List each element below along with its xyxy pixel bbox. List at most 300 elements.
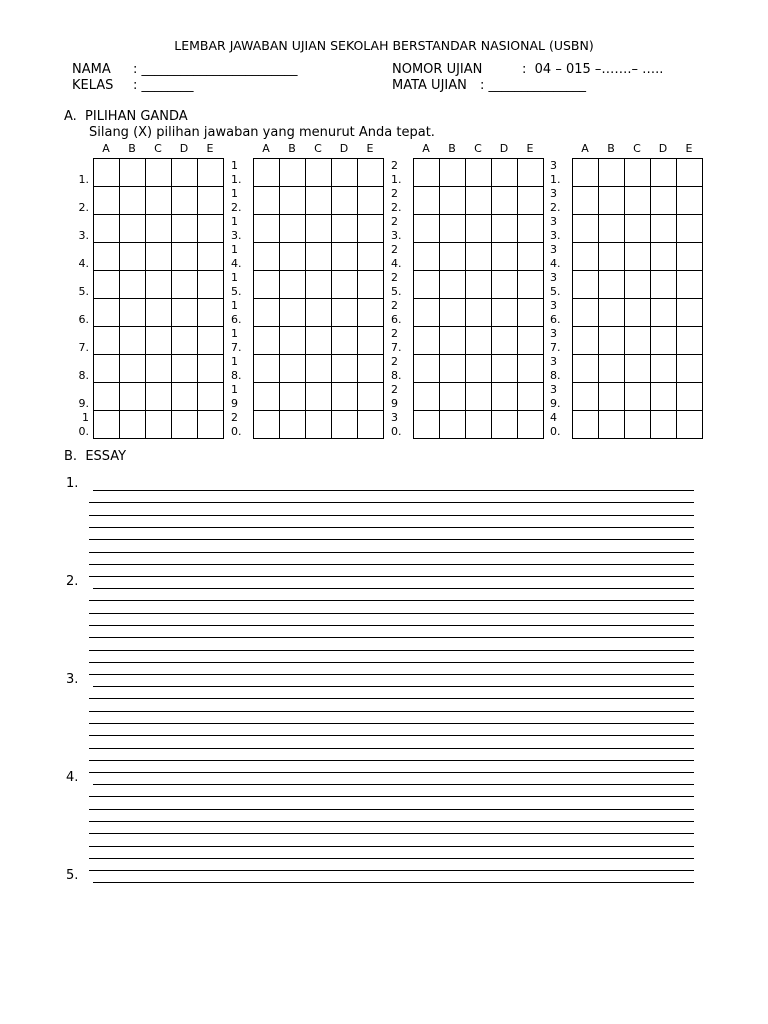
answer-cell[interactable]	[172, 215, 198, 243]
option-letter: D	[339, 142, 349, 155]
answer-cell[interactable]	[358, 271, 384, 299]
answer-cell[interactable]	[651, 299, 677, 327]
answer-row	[414, 271, 544, 299]
answer-cell[interactable]	[518, 271, 544, 299]
answer-cell[interactable]	[625, 243, 651, 271]
essay-answer-line[interactable]	[89, 723, 694, 724]
answer-cell[interactable]	[198, 243, 224, 271]
essay-answer-line[interactable]	[89, 613, 694, 614]
answer-cell[interactable]	[466, 383, 492, 411]
answer-cell[interactable]	[146, 383, 172, 411]
question-number-line2: 2.	[550, 201, 561, 214]
option-letter: E	[366, 142, 374, 155]
answer-cell[interactable]	[440, 243, 466, 271]
answer-cell[interactable]	[625, 187, 651, 215]
answer-row	[414, 355, 544, 383]
answer-cell[interactable]	[358, 187, 384, 215]
essay-answer-line[interactable]	[89, 772, 694, 773]
answer-cell[interactable]	[573, 215, 599, 243]
answer-cell[interactable]	[677, 355, 703, 383]
answer-row	[573, 355, 703, 383]
answer-cell[interactable]	[94, 327, 120, 355]
answer-cell[interactable]	[573, 383, 599, 411]
answer-cell[interactable]	[599, 215, 625, 243]
question-number	[550, 383, 574, 411]
answer-cell[interactable]	[466, 355, 492, 383]
answer-cell[interactable]	[280, 159, 306, 187]
answer-cell[interactable]	[466, 271, 492, 299]
essay-answer-line[interactable]	[89, 576, 694, 577]
answer-cell[interactable]	[332, 355, 358, 383]
answer-cell[interactable]	[146, 187, 172, 215]
answer-cell[interactable]	[280, 327, 306, 355]
essay-answer-line[interactable]	[89, 662, 694, 663]
answer-cell[interactable]	[492, 243, 518, 271]
question-number-line1: 1	[231, 271, 238, 284]
question-number	[65, 411, 89, 439]
answer-cell[interactable]	[198, 327, 224, 355]
answer-cell[interactable]	[146, 355, 172, 383]
essay-answer-line[interactable]	[89, 674, 694, 675]
essay-answer-line[interactable]	[93, 490, 694, 491]
answer-row	[573, 299, 703, 327]
mata-ujian-field[interactable]: : _______________	[480, 78, 587, 93]
answer-cell[interactable]	[306, 215, 332, 243]
answer-cell[interactable]	[414, 215, 440, 243]
option-letter: D	[179, 142, 189, 155]
question-number-line2: 7.	[391, 341, 402, 354]
answer-cell[interactable]	[414, 327, 440, 355]
answer-cell[interactable]	[254, 355, 280, 383]
answer-cell[interactable]	[332, 411, 358, 439]
answer-cell[interactable]	[492, 215, 518, 243]
option-letter: E	[206, 142, 214, 155]
answer-cell[interactable]	[146, 243, 172, 271]
answer-cell[interactable]	[332, 271, 358, 299]
question-number-line1: 1	[82, 411, 89, 424]
answer-cell[interactable]	[466, 159, 492, 187]
essay-answer-line[interactable]	[89, 515, 694, 516]
question-number-line2: 8.	[550, 369, 561, 382]
answer-cell[interactable]	[94, 383, 120, 411]
answer-cell[interactable]	[94, 355, 120, 383]
answer-cell[interactable]	[172, 355, 198, 383]
answer-cell[interactable]	[358, 159, 384, 187]
answer-cell[interactable]	[651, 187, 677, 215]
answer-cell[interactable]	[651, 327, 677, 355]
answer-cell[interactable]	[573, 187, 599, 215]
answer-cell[interactable]	[651, 215, 677, 243]
question-number-line2: 1.	[231, 173, 242, 186]
answer-cell[interactable]	[280, 299, 306, 327]
answer-row	[254, 327, 384, 355]
answer-cell[interactable]	[306, 383, 332, 411]
essay-answer-line[interactable]	[89, 650, 694, 651]
answer-cell[interactable]	[254, 411, 280, 439]
answer-cell[interactable]	[358, 355, 384, 383]
answer-cell[interactable]	[573, 327, 599, 355]
answer-cell[interactable]	[440, 215, 466, 243]
answer-cell[interactable]	[651, 383, 677, 411]
answer-cell[interactable]	[254, 187, 280, 215]
answer-cell[interactable]	[198, 355, 224, 383]
answer-cell[interactable]	[625, 215, 651, 243]
answer-cell[interactable]	[599, 299, 625, 327]
answer-row	[414, 215, 544, 243]
option-letter: A	[262, 142, 270, 155]
answer-cell[interactable]	[518, 187, 544, 215]
answer-cell[interactable]	[358, 383, 384, 411]
answer-cell[interactable]	[651, 411, 677, 439]
answer-cell[interactable]	[358, 327, 384, 355]
essay-answer-line[interactable]	[89, 833, 694, 834]
answer-cell[interactable]	[332, 299, 358, 327]
answer-cell[interactable]	[466, 215, 492, 243]
question-number	[391, 355, 415, 383]
answer-cell[interactable]	[518, 327, 544, 355]
answer-cell[interactable]	[466, 243, 492, 271]
answer-cell[interactable]	[198, 411, 224, 439]
answer-cell[interactable]	[254, 383, 280, 411]
answer-cell[interactable]	[414, 411, 440, 439]
answer-cell[interactable]	[120, 271, 146, 299]
answer-cell[interactable]	[466, 187, 492, 215]
answer-cell[interactable]	[332, 187, 358, 215]
answer-cell[interactable]	[414, 159, 440, 187]
answer-cell[interactable]	[254, 159, 280, 187]
answer-cell[interactable]	[94, 299, 120, 327]
answer-cell[interactable]	[599, 159, 625, 187]
question-number-line2: 2.	[231, 201, 242, 214]
answer-cell[interactable]	[332, 327, 358, 355]
answer-cell[interactable]	[280, 383, 306, 411]
answer-cell[interactable]	[492, 355, 518, 383]
nama-label: NAMA	[72, 62, 111, 77]
essay-answer-line[interactable]	[89, 698, 694, 699]
answer-cell[interactable]	[120, 215, 146, 243]
answer-cell[interactable]	[414, 355, 440, 383]
question-number-line2: 7.	[231, 341, 242, 354]
answer-cell[interactable]	[518, 243, 544, 271]
question-number	[231, 271, 255, 299]
answer-cell[interactable]	[172, 159, 198, 187]
answer-cell[interactable]	[440, 355, 466, 383]
question-number	[231, 243, 255, 271]
nama-field[interactable]: : ________________________	[133, 62, 298, 77]
essay-answer-line[interactable]	[89, 564, 694, 565]
answer-cell[interactable]	[414, 187, 440, 215]
answer-cell[interactable]	[573, 355, 599, 383]
answer-cell[interactable]	[198, 187, 224, 215]
answer-cell[interactable]	[120, 411, 146, 439]
essay-answer-line[interactable]	[89, 552, 694, 553]
answer-cell[interactable]	[306, 159, 332, 187]
answer-cell[interactable]	[518, 159, 544, 187]
answer-cell[interactable]	[573, 243, 599, 271]
answer-cell[interactable]	[280, 187, 306, 215]
answer-cell[interactable]	[146, 159, 172, 187]
answer-cell[interactable]	[677, 159, 703, 187]
answer-cell[interactable]	[280, 411, 306, 439]
answer-cell[interactable]	[94, 187, 120, 215]
answer-cell[interactable]	[94, 215, 120, 243]
question-number-line2: 3.	[550, 229, 561, 242]
answer-cell[interactable]	[254, 215, 280, 243]
answer-cell[interactable]	[254, 299, 280, 327]
answer-row	[94, 299, 224, 327]
answer-cell[interactable]	[651, 271, 677, 299]
answer-cell[interactable]	[599, 243, 625, 271]
answer-cell[interactable]	[518, 355, 544, 383]
question-number-line1: 2	[231, 411, 238, 424]
question-number-line2: 8.	[391, 369, 402, 382]
answer-cell[interactable]	[280, 271, 306, 299]
answer-cell[interactable]	[599, 327, 625, 355]
essay-answer-line[interactable]	[89, 502, 694, 503]
answer-cell[interactable]	[599, 411, 625, 439]
answer-cell[interactable]	[198, 271, 224, 299]
question-number	[231, 215, 255, 243]
answer-cell[interactable]	[306, 355, 332, 383]
answer-cell[interactable]	[414, 299, 440, 327]
answer-cell[interactable]	[414, 243, 440, 271]
answer-cell[interactable]	[492, 271, 518, 299]
question-number-line2: 6.	[78, 313, 89, 326]
nomor-ujian-field[interactable]: : 04 – 015 –…….– …..	[522, 62, 664, 77]
essay-answer-line[interactable]	[93, 784, 694, 785]
answer-cell[interactable]	[651, 243, 677, 271]
answer-cell[interactable]	[198, 299, 224, 327]
essay-answer-line[interactable]	[93, 882, 694, 883]
question-number-line1: 3	[550, 159, 557, 172]
answer-cell[interactable]	[146, 271, 172, 299]
answer-cell[interactable]	[120, 243, 146, 271]
answer-cell[interactable]	[358, 299, 384, 327]
essay-answer-line[interactable]	[89, 735, 694, 736]
answer-cell[interactable]	[120, 187, 146, 215]
answer-cell[interactable]	[146, 327, 172, 355]
question-number	[550, 243, 574, 271]
answer-cell[interactable]	[120, 355, 146, 383]
answer-cell[interactable]	[651, 355, 677, 383]
essay-answer-line[interactable]	[89, 858, 694, 859]
answer-cell[interactable]	[358, 411, 384, 439]
answer-cell[interactable]	[492, 159, 518, 187]
answer-cell[interactable]	[172, 383, 198, 411]
answer-cell[interactable]	[440, 159, 466, 187]
answer-cell[interactable]	[518, 383, 544, 411]
answer-cell[interactable]	[414, 271, 440, 299]
answer-row	[573, 383, 703, 411]
section-a-instruction: Silang (X) pilihan jawaban yang menurut Anda tepat.	[89, 125, 435, 140]
answer-cell[interactable]	[120, 299, 146, 327]
answer-cell[interactable]	[172, 327, 198, 355]
question-number-line1: 1	[231, 299, 238, 312]
question-number-line2: 0.	[391, 425, 402, 438]
kelas-field[interactable]: : ________	[133, 78, 194, 93]
answer-cell[interactable]	[625, 383, 651, 411]
answer-cell[interactable]	[94, 243, 120, 271]
essay-answer-line[interactable]	[89, 600, 694, 601]
essay-answer-line[interactable]	[89, 527, 694, 528]
answer-cell[interactable]	[414, 383, 440, 411]
answer-cell[interactable]	[332, 159, 358, 187]
answer-cell[interactable]	[677, 383, 703, 411]
answer-cell[interactable]	[332, 215, 358, 243]
question-number	[550, 327, 574, 355]
question-number-line1: 2	[391, 383, 398, 396]
answer-cell[interactable]	[573, 271, 599, 299]
answer-cell[interactable]	[440, 271, 466, 299]
answer-cell[interactable]	[466, 299, 492, 327]
essay-answer-line[interactable]	[93, 588, 694, 589]
answer-cell[interactable]	[677, 327, 703, 355]
answer-cell[interactable]	[120, 159, 146, 187]
answer-cell[interactable]	[625, 159, 651, 187]
answer-cell[interactable]	[280, 355, 306, 383]
answer-cell[interactable]	[440, 411, 466, 439]
essay-question-number: 5.	[66, 868, 79, 883]
answer-cell[interactable]	[306, 327, 332, 355]
answer-cell[interactable]	[306, 411, 332, 439]
answer-cell[interactable]	[492, 327, 518, 355]
answer-cell[interactable]	[677, 411, 703, 439]
answer-cell[interactable]	[332, 243, 358, 271]
answer-cell[interactable]	[198, 159, 224, 187]
question-number-line1	[65, 215, 89, 229]
answer-cell[interactable]	[599, 383, 625, 411]
answer-cell[interactable]	[677, 187, 703, 215]
answer-cell[interactable]	[625, 355, 651, 383]
answer-cell[interactable]	[492, 299, 518, 327]
answer-cell[interactable]	[440, 383, 466, 411]
answer-row	[414, 187, 544, 215]
answer-cell[interactable]	[254, 327, 280, 355]
question-number-line2: 3.	[231, 229, 242, 242]
answer-cell[interactable]	[492, 411, 518, 439]
answer-cell[interactable]	[599, 187, 625, 215]
answer-cell[interactable]	[466, 411, 492, 439]
question-number-line2: 1.	[391, 173, 402, 186]
question-number	[550, 187, 574, 215]
essay-question-number: 4.	[66, 770, 79, 785]
answer-cell[interactable]	[94, 159, 120, 187]
answer-row	[94, 411, 224, 439]
essay-answer-line[interactable]	[89, 870, 694, 871]
essay-answer-line[interactable]	[89, 539, 694, 540]
question-number-line1	[65, 299, 89, 313]
answer-cell[interactable]	[94, 271, 120, 299]
answer-cell[interactable]	[492, 187, 518, 215]
question-number-line1	[65, 159, 89, 173]
answer-cell[interactable]	[172, 411, 198, 439]
answer-cell[interactable]	[358, 215, 384, 243]
answer-cell[interactable]	[198, 383, 224, 411]
answer-cell[interactable]	[440, 187, 466, 215]
answer-cell[interactable]	[599, 355, 625, 383]
essay-answer-line[interactable]	[89, 711, 694, 712]
answer-cell[interactable]	[172, 299, 198, 327]
answer-cell[interactable]	[280, 243, 306, 271]
answer-cell[interactable]	[306, 271, 332, 299]
answer-cell[interactable]	[625, 327, 651, 355]
answer-cell[interactable]	[677, 299, 703, 327]
answer-cell[interactable]	[466, 327, 492, 355]
answer-cell[interactable]	[254, 243, 280, 271]
answer-cell[interactable]	[518, 299, 544, 327]
essay-answer-line[interactable]	[89, 637, 694, 638]
essay-answer-line[interactable]	[93, 686, 694, 687]
question-number-line1: 2	[391, 215, 398, 228]
answer-cell[interactable]	[573, 159, 599, 187]
essay-answer-line[interactable]	[89, 821, 694, 822]
answer-cell[interactable]	[306, 299, 332, 327]
answer-cell[interactable]	[306, 187, 332, 215]
answer-cell[interactable]	[573, 299, 599, 327]
answer-cell[interactable]	[94, 411, 120, 439]
answer-cell[interactable]	[625, 299, 651, 327]
answer-cell[interactable]	[146, 299, 172, 327]
option-letter: B	[128, 142, 136, 155]
question-number-line1: 3	[550, 327, 557, 340]
answer-cell[interactable]	[573, 411, 599, 439]
answer-cell[interactable]	[625, 411, 651, 439]
question-number-line2: 1.	[550, 173, 561, 186]
answer-cell[interactable]	[599, 271, 625, 299]
answer-cell[interactable]	[358, 243, 384, 271]
question-number	[231, 159, 255, 187]
question-number-line2: 4.	[231, 257, 242, 270]
answer-cell[interactable]	[146, 215, 172, 243]
answer-cell[interactable]	[518, 215, 544, 243]
essay-answer-line[interactable]	[89, 748, 694, 749]
answer-cell[interactable]	[518, 411, 544, 439]
answer-cell[interactable]	[172, 187, 198, 215]
answer-row	[573, 159, 703, 187]
answer-row	[254, 215, 384, 243]
answer-cell[interactable]	[492, 383, 518, 411]
essay-answer-line[interactable]	[89, 760, 694, 761]
answer-row	[573, 215, 703, 243]
answer-cell[interactable]	[120, 327, 146, 355]
answer-cell[interactable]	[625, 271, 651, 299]
answer-cell[interactable]	[254, 271, 280, 299]
question-number	[231, 355, 255, 383]
answer-cell[interactable]	[280, 215, 306, 243]
essay-answer-line[interactable]	[89, 796, 694, 797]
answer-cell[interactable]	[120, 383, 146, 411]
answer-cell[interactable]	[172, 243, 198, 271]
answer-cell[interactable]	[146, 411, 172, 439]
question-number-line2: 9.	[550, 397, 561, 410]
answer-cell[interactable]	[677, 243, 703, 271]
essay-answer-line[interactable]	[89, 846, 694, 847]
answer-cell[interactable]	[677, 271, 703, 299]
answer-cell[interactable]	[332, 383, 358, 411]
answer-cell[interactable]	[306, 243, 332, 271]
answer-cell[interactable]	[198, 215, 224, 243]
answer-cell[interactable]	[651, 159, 677, 187]
answer-grid	[572, 158, 703, 439]
answer-cell[interactable]	[172, 271, 198, 299]
question-number-line2: 6.	[231, 313, 242, 326]
answer-cell[interactable]	[440, 327, 466, 355]
answer-cell[interactable]	[677, 215, 703, 243]
question-number-line1	[65, 271, 89, 285]
essay-answer-line[interactable]	[89, 625, 694, 626]
essay-answer-line[interactable]	[89, 809, 694, 810]
answer-cell[interactable]	[440, 299, 466, 327]
